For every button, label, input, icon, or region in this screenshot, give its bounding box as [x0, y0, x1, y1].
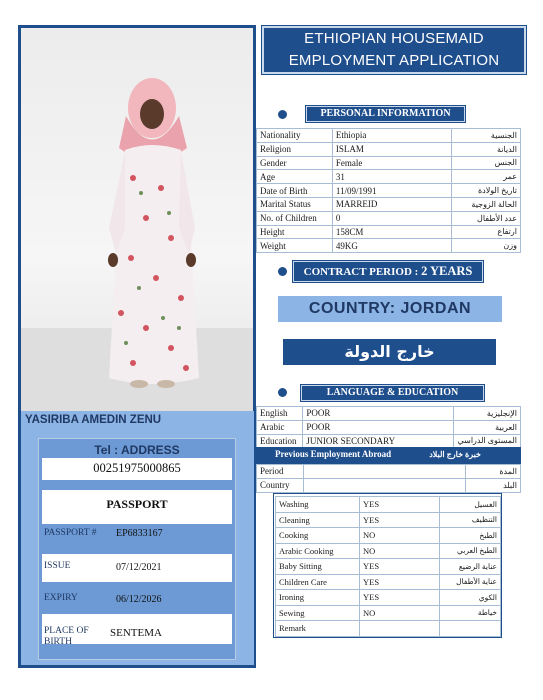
personal-info-row	[257, 156, 521, 170]
row-label-ar: التنظيف	[440, 512, 501, 528]
row-label: Gender	[257, 156, 333, 170]
skills-table	[275, 496, 501, 637]
row-label: Ironing	[276, 590, 360, 606]
row-label-ar: الجنس	[452, 156, 521, 170]
row-value: POOR	[303, 407, 454, 421]
contract-label: CONTRACT PERIOD :	[303, 266, 419, 278]
previous-employment-title-ar: خبرة خارج البلاد	[429, 450, 481, 459]
row-value	[303, 465, 465, 479]
skill-row	[276, 621, 501, 637]
row-value: Female	[332, 156, 451, 170]
row-value: YES	[360, 497, 440, 513]
row-label-ar: المدة	[466, 465, 521, 479]
row-label-ar: الإنجليزية	[454, 407, 521, 421]
row-label: Sewing	[276, 605, 360, 621]
row-value: Ethiopia	[332, 129, 451, 143]
row-value: 0	[332, 211, 451, 225]
personal-info-row	[257, 197, 521, 211]
row-label-ar: ارتفاع	[452, 225, 521, 239]
row-label: Age	[257, 170, 333, 184]
row-label: Height	[257, 225, 333, 239]
place-label-line2: BIRTH	[44, 637, 72, 647]
row-value: POOR	[303, 420, 454, 434]
row-value: NO	[360, 528, 440, 544]
country-banner	[278, 296, 502, 322]
row-label: Date of Birth	[257, 184, 333, 198]
language-education-table	[256, 406, 521, 448]
row-label: Washing	[276, 497, 360, 513]
passport-title: PASSPORT	[106, 497, 168, 511]
row-label-ar: الغسيل	[440, 497, 501, 513]
row-value: NO	[360, 605, 440, 621]
row-value: 11/09/1991	[332, 184, 451, 198]
expiry-date: 06/12/2026	[116, 594, 162, 605]
row-label-ar: البلد	[466, 478, 521, 492]
language-row	[257, 434, 521, 448]
previous-employment-heading	[256, 447, 521, 464]
skill-row	[276, 605, 501, 621]
previous-employment-table	[256, 464, 521, 493]
country-label: COUNTRY:	[308, 300, 396, 317]
row-label-ar: المستوى الدراسي	[454, 434, 521, 448]
language-row	[257, 407, 521, 421]
row-label-ar: الديانة	[452, 142, 521, 156]
row-label-ar: الكوي	[440, 590, 501, 606]
title-line-1: ETHIOPIAN HOUSEMAID	[304, 30, 484, 47]
personal-info-row	[257, 225, 521, 239]
row-label: Nationality	[257, 129, 333, 143]
skill-row	[276, 590, 501, 606]
row-label: No. of Children	[257, 211, 333, 225]
personal-info-row	[257, 239, 521, 253]
bullet-icon	[278, 388, 287, 397]
candidate-name: YASIRIBA AMEDIN ZENU	[25, 414, 162, 426]
row-label: Weight	[257, 239, 333, 253]
row-value: JUNIOR SECONDARY	[303, 434, 454, 448]
title-line-2: EMPLOYMENT APPLICATION	[288, 52, 500, 69]
row-label: Marital Status	[257, 197, 333, 211]
row-label-ar: الحالة الزوجية	[452, 197, 521, 211]
personal-info-row	[257, 170, 521, 184]
row-label-ar: وزن	[452, 239, 521, 253]
row-label-ar: عمر	[452, 170, 521, 184]
passport-number-label: PASSPORT #	[44, 528, 97, 538]
language-row	[257, 420, 521, 434]
expiry-label: EXPIRY	[44, 593, 78, 603]
skill-row	[276, 574, 501, 590]
row-label: Cleaning	[276, 512, 360, 528]
place-label-line1: PLACE OF	[44, 626, 89, 636]
row-label: Children Care	[276, 574, 360, 590]
row-value	[360, 621, 440, 637]
previous-employment-title: Previous Employment Abroad	[275, 449, 392, 459]
abroad-banner: خارج الدولة	[283, 339, 496, 365]
row-value: YES	[360, 590, 440, 606]
phone-number: 00251975000865	[93, 461, 181, 475]
bullet-icon	[278, 110, 287, 119]
skill-row	[276, 512, 501, 528]
candidate-photo	[21, 28, 253, 411]
row-value: 31	[332, 170, 451, 184]
issue-label: ISSUE	[44, 561, 71, 571]
row-value: ISLAM	[332, 142, 451, 156]
row-label: Baby Sitting	[276, 559, 360, 575]
contract-period	[293, 261, 483, 282]
row-label: Remark	[276, 621, 360, 637]
skill-row	[276, 543, 501, 559]
row-label: Arabic Cooking	[276, 543, 360, 559]
row-label: Religion	[257, 142, 333, 156]
personal-info-row	[257, 142, 521, 156]
personal-info-row	[257, 184, 521, 198]
row-label: Cooking	[276, 528, 360, 544]
row-value: 49KG	[332, 239, 451, 253]
row-value: MARREID	[332, 197, 451, 211]
row-value: YES	[360, 512, 440, 528]
previous-employment-row	[257, 465, 521, 479]
skill-row	[276, 559, 501, 575]
place-of-birth: SENTEMA	[110, 627, 162, 639]
row-label-ar: عناية الأطفال	[440, 574, 501, 590]
row-label-ar: الجنسية	[452, 129, 521, 143]
row-label: Period	[257, 465, 304, 479]
row-label: Arabic	[257, 420, 303, 434]
personal-info-table	[256, 128, 521, 253]
row-label-ar: الطبخ العربي	[440, 543, 501, 559]
row-value: 158CM	[332, 225, 451, 239]
row-label: English	[257, 407, 303, 421]
passport-number: EP6833167	[116, 528, 163, 539]
contract-value: 2 YEARS	[421, 264, 473, 278]
bullet-icon	[278, 267, 287, 276]
row-value: NO	[360, 543, 440, 559]
row-label-ar: خياطة	[440, 605, 501, 621]
tel-address-label: Tel : ADDRESS	[94, 443, 180, 457]
row-value	[303, 478, 465, 492]
row-label: Education	[257, 434, 303, 448]
row-label-ar: تاريخ الولادة	[452, 184, 521, 198]
row-value: YES	[360, 559, 440, 575]
skill-row	[276, 528, 501, 544]
country-value: JORDAN	[400, 300, 472, 317]
row-label-ar: العربية	[454, 420, 521, 434]
personal-info-heading: PERSONAL INFORMATION	[306, 106, 465, 122]
row-label-ar: عدد الأطفال	[452, 211, 521, 225]
row-label-ar	[440, 621, 501, 637]
language-education-heading: LANGUAGE & EDUCATION	[301, 385, 484, 401]
previous-employment-row	[257, 478, 521, 492]
issue-date: 07/12/2021	[116, 562, 162, 573]
row-value: YES	[360, 574, 440, 590]
personal-info-row	[257, 211, 521, 225]
skill-row	[276, 497, 501, 513]
row-label-ar: الطبخ	[440, 528, 501, 544]
row-label-ar: عناية الرضيع	[440, 559, 501, 575]
personal-info-row	[257, 129, 521, 143]
row-label: Country	[257, 478, 304, 492]
